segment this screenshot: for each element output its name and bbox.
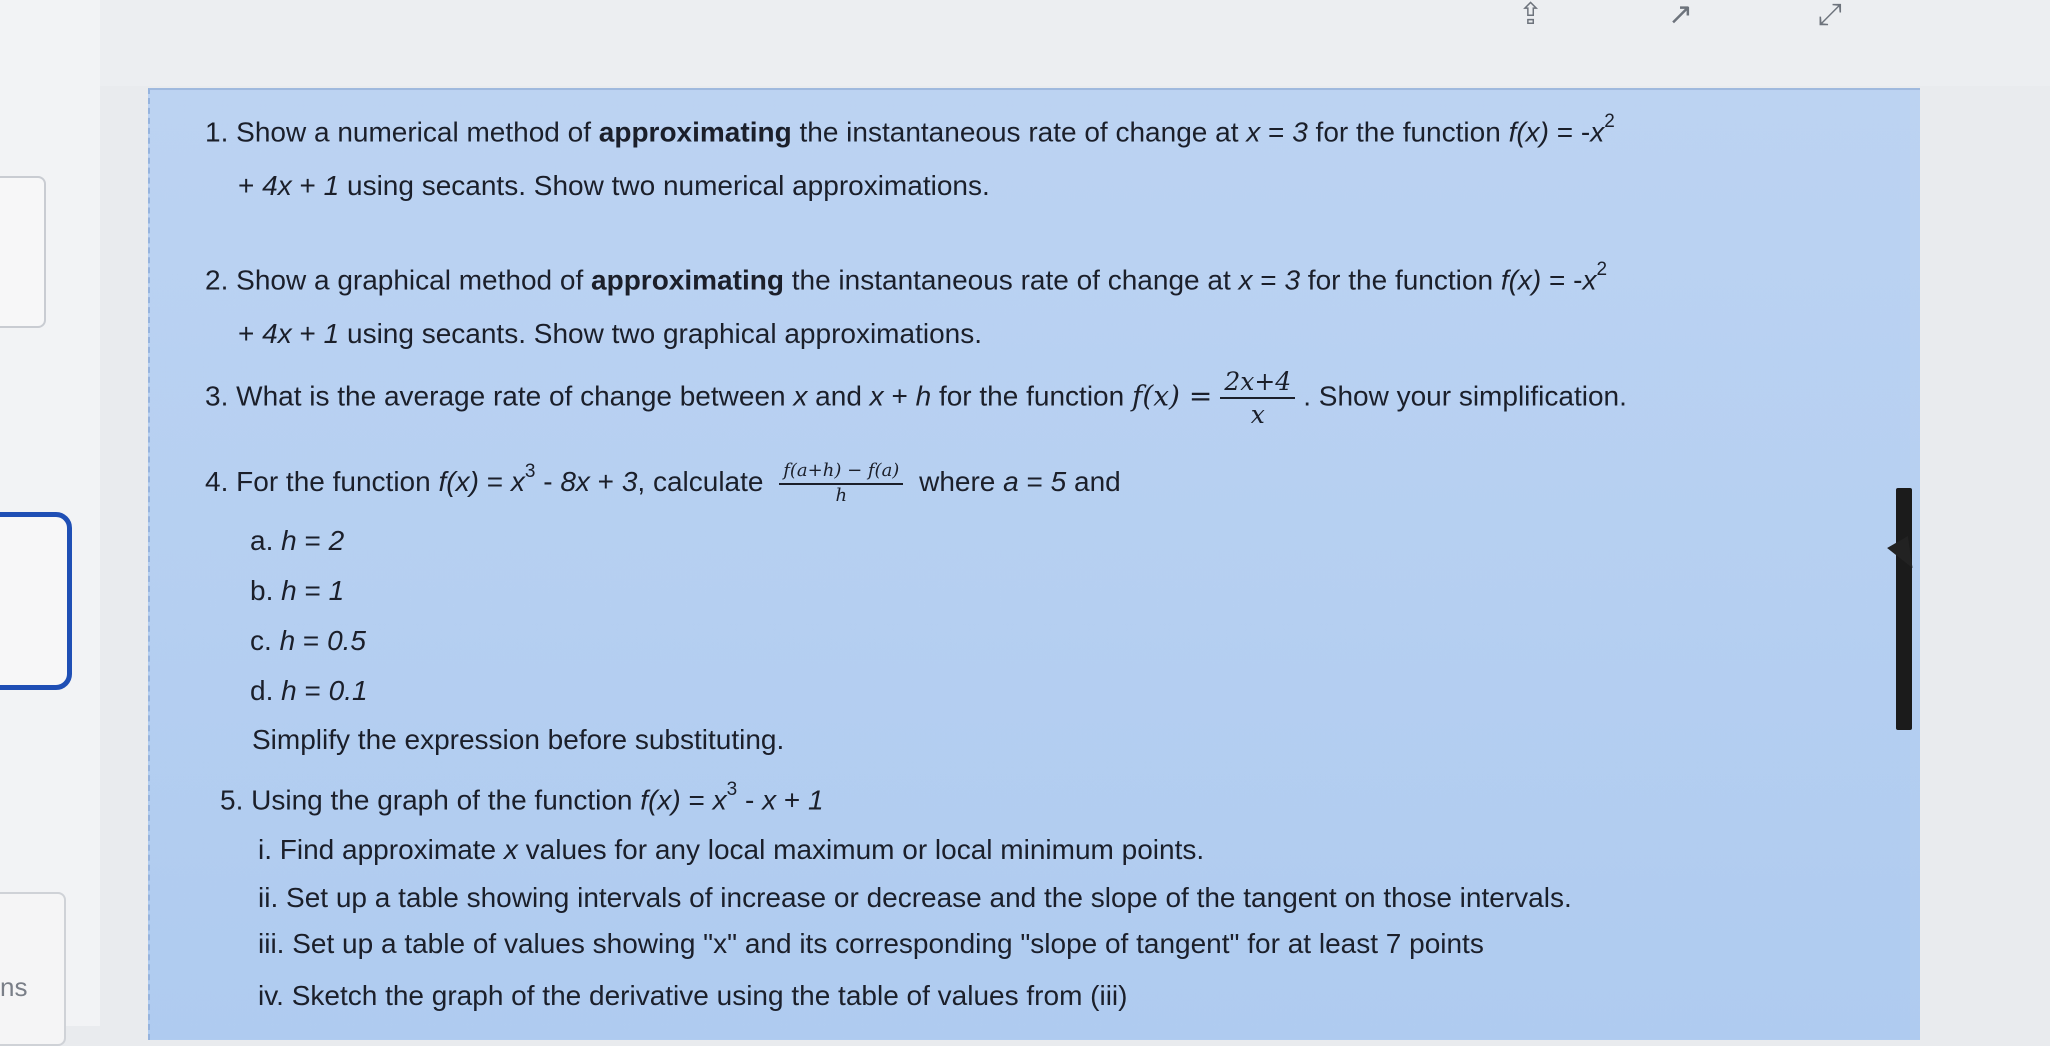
part-b: b. h = 1	[250, 575, 345, 606]
question-2-line2: + 4x + 1 using secants. Show two graphical approximations.	[238, 318, 983, 349]
part-c: c. h = 0.5	[250, 625, 366, 656]
side-card[interactable]	[0, 176, 46, 328]
question-4-note: Simplify the expression before substituting.	[252, 724, 785, 755]
side-card[interactable]	[0, 892, 66, 1046]
sub-i: i. Find approximate x values for any local maximum or local minimum points.	[258, 834, 1205, 865]
question-1-line2: + 4x + 1 using secants. Show two numerical approximations.	[238, 170, 990, 201]
toolbar	[100, 0, 2050, 86]
difference-quotient: $\frac{f(a+h) - f(a)}{h}$	[779, 460, 903, 507]
question-4: 4. For the function $f(x) = x^3 - 8x + 3$, calculate $\frac{f(a+h) - f(a)}{h}$ where a = 5 and	[205, 460, 1121, 506]
scrollbar[interactable]	[1896, 488, 1912, 730]
fullscreen-icon[interactable]: ⤢	[1818, 0, 1842, 31]
side-label: ns	[0, 972, 28, 1002]
open-external-icon[interactable]: ↗	[1668, 0, 1694, 31]
question-5: 5. Using the graph of the function $f(x) = x^3 - x + 1$	[220, 779, 824, 816]
cloud-upload-icon[interactable]: ⇪	[1518, 0, 1544, 31]
left-sidebar	[0, 0, 100, 1026]
part-d: d. h = 0.1	[250, 675, 368, 706]
sub-iv: iv. Sketch the graph of the derivative using the table of values from (iii)	[258, 980, 1128, 1011]
question-1: 1. Show a numerical method of approximating the instantaneous rate of change at x = 3 for the function $f(x) = -x^2$	[205, 111, 1615, 148]
side-card-selected[interactable]	[0, 512, 72, 690]
sub-ii: ii. Set up a table showing intervals of increase or decrease and the slope of the tangent on those intervals.	[258, 882, 1572, 913]
question-2: 2. Show a graphical method of approximating the instantaneous rate of change at x = 3 for the function $f(x) = -x^2$	[205, 259, 1608, 296]
fraction: $\frac{2x+4}{x}$	[1220, 366, 1295, 431]
sub-iii: iii. Set up a table of values showing "x" and its corresponding "slope of tangent" for at least 7 points	[258, 928, 1484, 959]
question-3: 3. What is the average rate of change between x and x + h for the function f(x) = $\frac{2x+4}{x}$ . Show your simplification.	[205, 367, 1627, 430]
part-a: a. h = 2	[250, 525, 345, 556]
